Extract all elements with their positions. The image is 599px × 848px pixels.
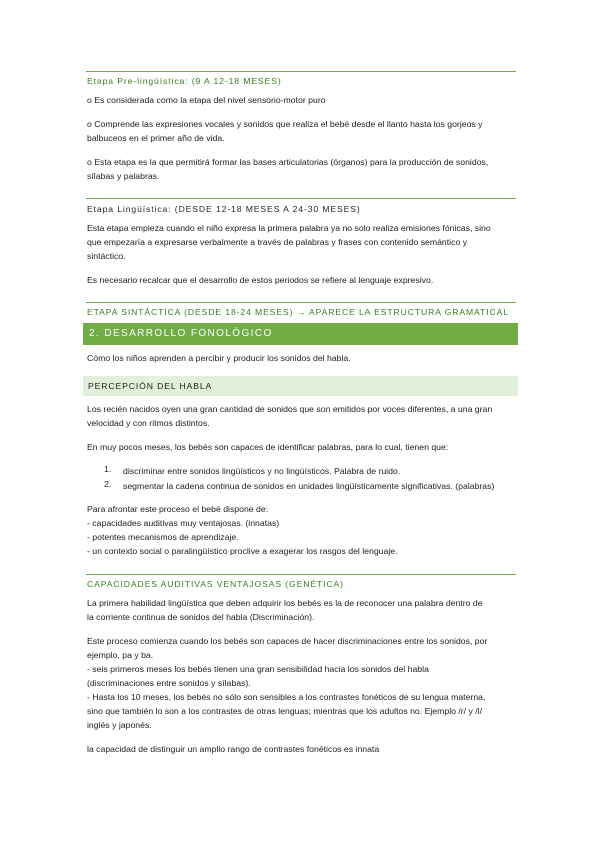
paragraph: sintáctico.	[87, 251, 126, 261]
paragraph: La primera habilidad lingüística que deben adquirir los bebés es la de reconocer una palabra dentro de	[87, 598, 483, 608]
list-number: 2.	[104, 479, 112, 489]
paragraph: sino que también lo son a los contrastes de otras lenguas; mientras que los adultos no. Ejemplo /r/ y /l/	[87, 706, 483, 716]
paragraph: Los recién nacidos oyen una gran cantidad de sonidos que son emitidos por voces diferentes, a una gran	[87, 404, 493, 414]
paragraph: velocidad y con ritmos distintos.	[87, 418, 210, 428]
paragraph: balbuceos en el primer año de vida.	[87, 133, 225, 143]
section-banner	[83, 323, 518, 345]
paragraph: o Esta etapa es la que permitirá formar las bases articulatorias (órganos) para la producción de sonidos,	[87, 157, 489, 167]
paragraph: - capacidades auditivas muy ventajosas. (innatas)	[87, 518, 280, 528]
paragraph: En muy pocos meses, los bebés son capaces de identificar palabras, para lo cual, tienen que:	[87, 442, 449, 452]
paragraph: Este proceso comienza cuando los bebés son capaces de hacer discriminaciones entre los sonidos, por	[87, 636, 488, 646]
divider	[86, 71, 516, 72]
section-heading-prelinguistic: Etapa Pre-lingüística: (9 A 12-18 MESES)	[87, 76, 282, 86]
subsection-banner	[83, 376, 518, 396]
divider	[86, 302, 516, 303]
list-item: segmentar la cadena continua de sonidos en unidades lingüísticamente significativas. (palabras)	[123, 481, 495, 491]
paragraph: - un contexto social o paralingüístico proclive a exagerar los rasgos del lenguaje.	[87, 546, 398, 556]
paragraph: - potentes mecanismos de aprendizaje.	[87, 532, 239, 542]
section-heading-auditory: CAPACIDADES AUDITIVAS VENTAJOSAS (GENÉTICA)	[87, 579, 344, 589]
paragraph: Para afrontar este proceso el bebé dispone de:	[87, 504, 269, 514]
subsection-title: PERCEPCIÓN DEL HABLA	[88, 381, 213, 391]
paragraph: la capacidad de distinguir un amplio rango de contrastes fonéticos es innata	[87, 744, 380, 754]
paragraph: inglés y japonés.	[87, 720, 152, 730]
paragraph: - Hasta los 10 meses, los bebés no sólo son sensibles a los contrastes fonéticos de su lengua materna,	[87, 692, 486, 702]
list-number: 1.	[104, 464, 112, 474]
paragraph: ejemplo, pa y ba.	[87, 650, 154, 660]
paragraph: o Es considerada como la etapa del nivel sensorio-motor puro	[87, 95, 326, 105]
divider	[86, 574, 516, 575]
divider	[86, 198, 516, 199]
paragraph: - seis primeros meses los bebés tienen una gran sensibilidad hacia los sonidos del habla	[87, 664, 429, 674]
section-title: 2. DESARROLLO FONOLÓGICO	[89, 328, 273, 339]
paragraph: la corriente continua de sonidos del habla (Discriminación).	[87, 612, 315, 622]
section-heading-syntactic: ETAPA SINTÁCTICA (DESDE 18-24 MESES) → APARECE LA ESTRUCTURA GRAMATICAL	[87, 307, 509, 317]
paragraph: o Comprende las expresiones vocales y sonidos que realiza el bebé desde el llanto hasta los gorjeos y	[87, 119, 483, 129]
paragraph: Cómo los niños aprenden a percibir y producir los sonidos del habla.	[87, 353, 351, 363]
paragraph: que empezaría a expresarse verbalmente a través de palabras y frases con contenido semántico y	[87, 237, 468, 247]
list-item: discriminar entre sonidos lingüísticos y no lingüísticos. Palabra de ruido.	[123, 466, 401, 476]
paragraph: (discriminaciones entre sonidos y sílabas).	[87, 678, 251, 688]
section-heading-linguistic: Etapa Lingüística: (DESDE 12-18 MESES A 24-30 MESES)	[87, 204, 361, 214]
paragraph: sílabas y palabras.	[87, 171, 160, 181]
paragraph: Es necesario recalcar que el desarrollo de estos periodos se refiere al lenguaje expresivo.	[87, 275, 434, 285]
paragraph: Esta etapa empieza cuando el niño expresa la primera palabra ya no solo realiza emisiones fónicas, sino	[87, 223, 491, 233]
